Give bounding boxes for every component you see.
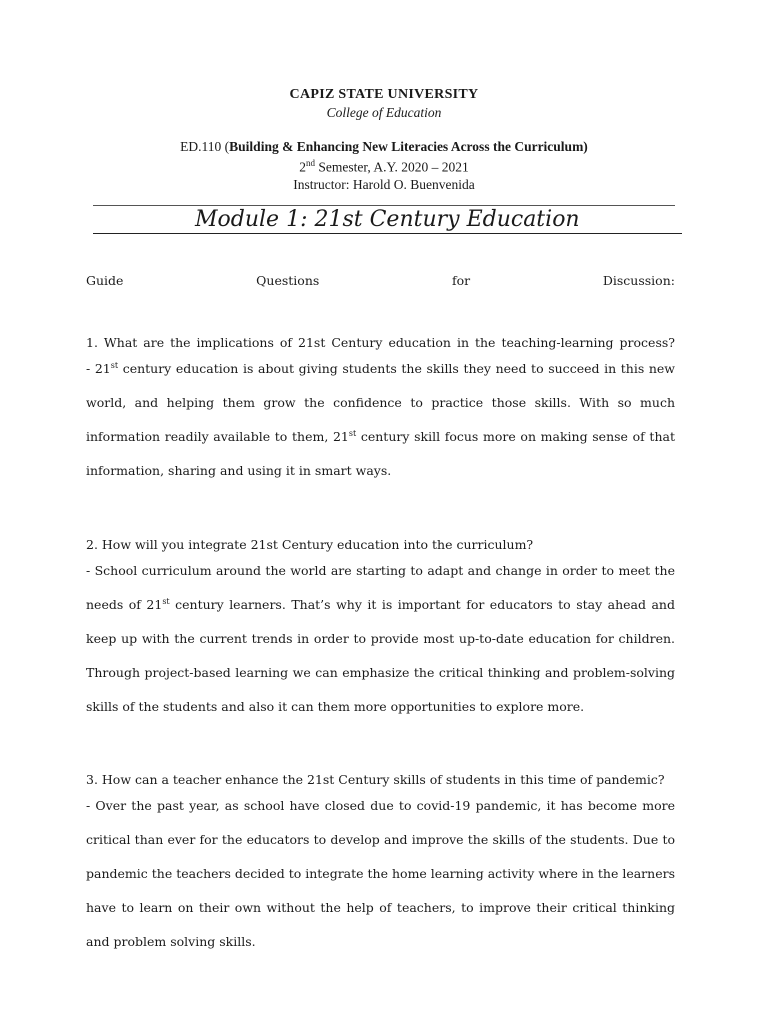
module-title	[93, 207, 682, 234]
module-title-text: Module 1: 21st Century Education	[195, 207, 580, 232]
question-3: 3. How can a teacher enhance the 21st Century skills of students in this time of pandemic?	[86, 772, 665, 787]
answer-2-text-a: - School curriculum around the world are starting to adapt and change in order to meet the needs of 21	[86, 563, 675, 612]
answer-1	[86, 352, 675, 488]
answer-2-ordinal: st	[162, 596, 170, 606]
course-name: Building & Enhancing New Literacies Across the Curriculum)	[229, 139, 588, 154]
answer-1-ordinal-a: st	[110, 360, 119, 370]
semester-ordinal: nd	[306, 158, 316, 168]
semester-year: Semester, A.Y. 2020 – 2021	[315, 159, 469, 175]
question-block-3	[86, 771, 675, 959]
answer-2	[86, 554, 675, 724]
document-header	[0, 86, 768, 193]
answer-3-text: - Over the past year, as school have closed due to covid-19 pandemic, it has become more critical than ever for the educators to develop and improve the skills of the students. Due to pandemic the teachers decided to integrate the home learning activity where in the learners have to learn on their own without the help of teachers, to improve their critical thinking and problem solving skills.	[86, 798, 675, 949]
answer-1-text-a: - 21	[86, 361, 111, 376]
answer-1-text-c: century skill focus more on making sense of that information, sharing and using it in smart ways.	[86, 429, 675, 478]
header-divider	[93, 205, 675, 206]
answer-1-text-b: century education is about giving students the skills they need to succeed in this new world, and helping them grow the confidence to practice those skills. With so much information readily available to them, 21	[86, 361, 676, 444]
answer-3	[86, 789, 675, 959]
question-block-2	[86, 536, 675, 724]
question-1: 1. What are the implications of 21st Century education in the teaching-learning process?	[86, 335, 675, 350]
guide-word-3: for	[452, 273, 471, 288]
answer-2-text-b: century learners. That’s why it is important for educators to stay ahead and keep up with the current trends in order to provide most up-to-date education for children. Through project-based learning we can emphasize the critical thinking and problem-solving skills of the students and also it can them more opportunities to explore more.	[86, 597, 675, 714]
instructor-line: Instructor: Harold O. Buenvenida	[293, 176, 475, 192]
guide-heading	[86, 272, 675, 290]
course-title	[0, 138, 768, 155]
question-block-1	[86, 334, 675, 488]
answer-1-ordinal-b: st	[348, 428, 357, 438]
semester-number: 2	[299, 159, 307, 175]
course-code: ED.110 (	[180, 139, 230, 154]
guide-word-1: Guide	[86, 273, 124, 288]
university-name: CAPIZ STATE UNIVERSITY	[289, 87, 479, 102]
guide-word-2: Questions	[256, 273, 320, 288]
question-2: 2. How will you integrate 21st Century education into the curriculum?	[86, 537, 534, 552]
semester-line	[0, 155, 768, 176]
guide-word-4: Discussion:	[602, 273, 675, 288]
college-name: College of Education	[326, 105, 442, 120]
